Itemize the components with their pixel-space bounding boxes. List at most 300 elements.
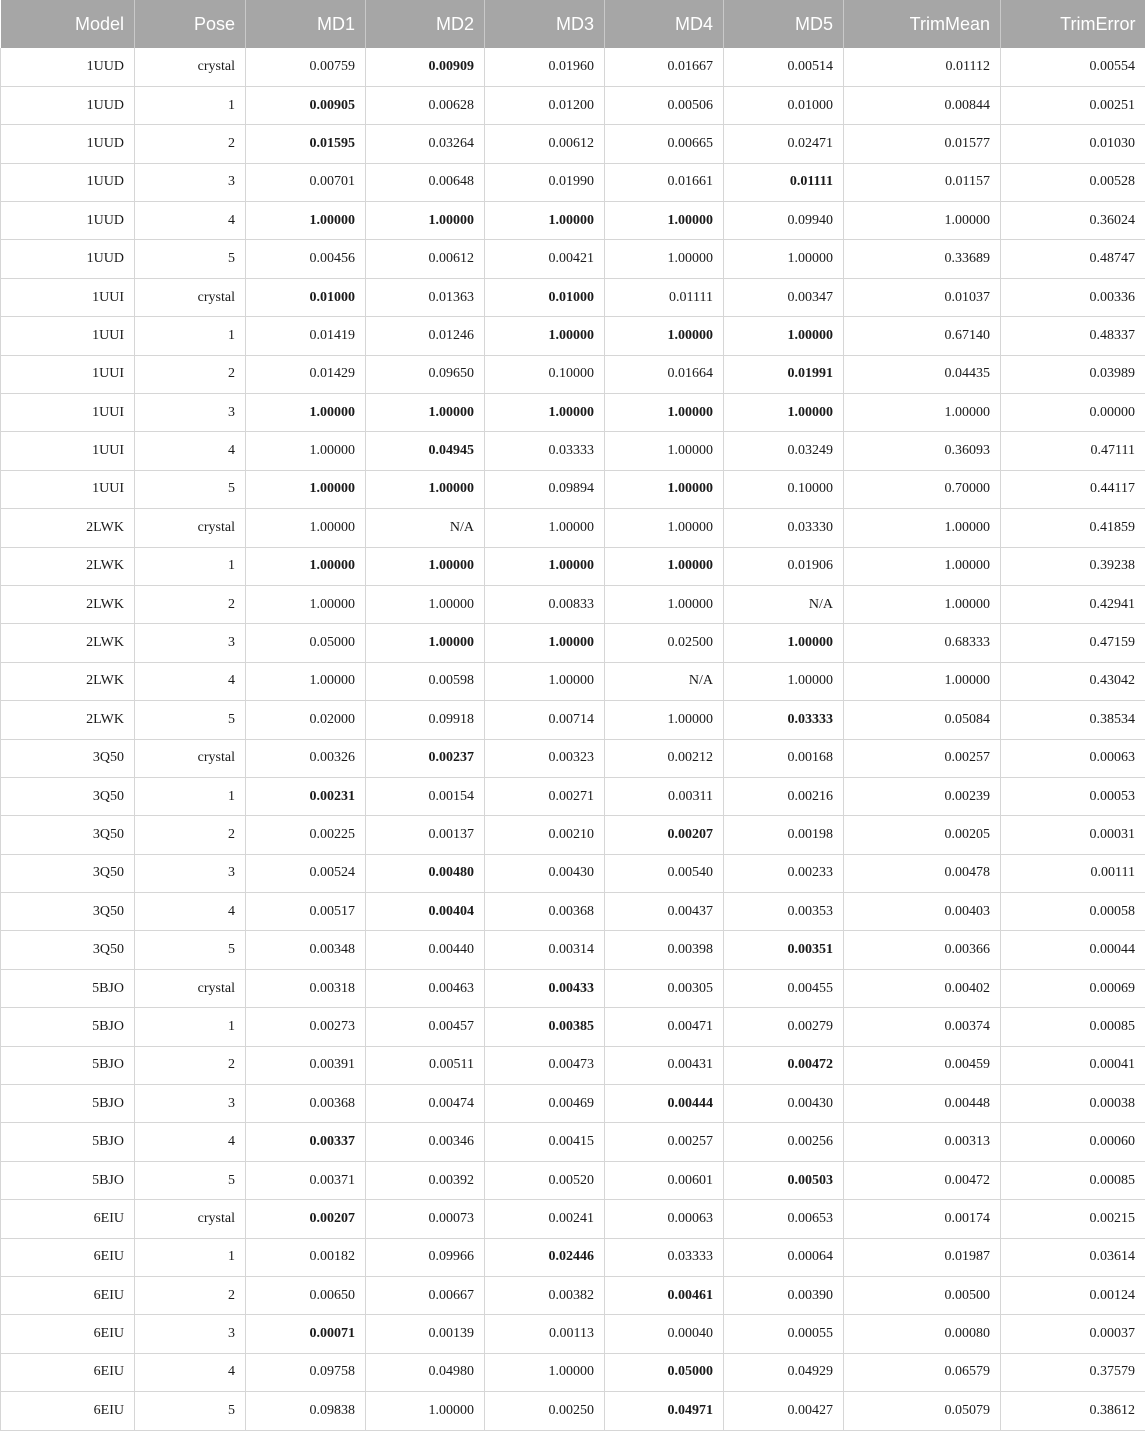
cell-pose: 2 — [135, 125, 246, 163]
cell-trimerror: 0.38612 — [1001, 1392, 1145, 1430]
cell-trimmean: 0.00174 — [844, 1200, 1001, 1238]
cell-md1: 1.00000 — [246, 585, 366, 623]
cell-md2: 1.00000 — [366, 547, 485, 585]
cell-trimerror: 0.00069 — [1001, 969, 1145, 1007]
cell-md4: 1.00000 — [605, 240, 724, 278]
table-row — [1, 240, 1145, 278]
cell-model: 3Q50 — [1, 739, 135, 777]
cell-md3: 0.00368 — [485, 893, 605, 931]
cell-md2: 0.00480 — [366, 854, 485, 892]
cell-md5: 0.03249 — [724, 432, 844, 470]
cell-md5: 0.00064 — [724, 1238, 844, 1276]
table-row — [1, 662, 1145, 700]
cell-trimerror: 0.00037 — [1001, 1315, 1145, 1353]
cell-pose: 5 — [135, 1161, 246, 1199]
cell-md4: 1.00000 — [605, 432, 724, 470]
table-row — [1, 701, 1145, 739]
cell-md3: 0.00714 — [485, 701, 605, 739]
cell-md1: 1.00000 — [246, 509, 366, 547]
cell-pose: 1 — [135, 547, 246, 585]
cell-md2: 0.09650 — [366, 355, 485, 393]
cell-md1: 0.00273 — [246, 1008, 366, 1046]
cell-md5: 0.00216 — [724, 777, 844, 815]
cell-pose: 3 — [135, 163, 246, 201]
cell-model: 6EIU — [1, 1277, 135, 1315]
cell-trimerror: 0.42941 — [1001, 585, 1145, 623]
cell-md3: 0.00520 — [485, 1161, 605, 1199]
cell-model: 5BJO — [1, 1046, 135, 1084]
cell-model: 1UUD — [1, 86, 135, 124]
cell-trimerror: 0.00554 — [1001, 48, 1145, 86]
cell-model: 1UUI — [1, 278, 135, 316]
table-row — [1, 1161, 1145, 1199]
cell-trimmean: 0.00403 — [844, 893, 1001, 931]
column-header-md5: MD5 — [724, 0, 844, 48]
cell-md4: 0.00207 — [605, 816, 724, 854]
cell-trimerror: 0.00053 — [1001, 777, 1145, 815]
cell-pose: 5 — [135, 1392, 246, 1430]
cell-md3: 1.00000 — [485, 202, 605, 240]
cell-md3: 0.00385 — [485, 1008, 605, 1046]
cell-md5: 1.00000 — [724, 394, 844, 432]
cell-pose: 4 — [135, 202, 246, 240]
cell-md1: 0.01419 — [246, 317, 366, 355]
cell-md2: 0.09918 — [366, 701, 485, 739]
cell-md1: 1.00000 — [246, 432, 366, 470]
cell-md2: N/A — [366, 509, 485, 547]
cell-trimmean: 0.01112 — [844, 48, 1001, 86]
cell-md2: 0.00346 — [366, 1123, 485, 1161]
cell-trimmean: 0.00500 — [844, 1277, 1001, 1315]
cell-md4: 0.00437 — [605, 893, 724, 931]
cell-md5: 0.00427 — [724, 1392, 844, 1430]
cell-pose: 4 — [135, 1123, 246, 1161]
cell-md1: 1.00000 — [246, 547, 366, 585]
cell-md4: 0.02500 — [605, 624, 724, 662]
table-row — [1, 317, 1145, 355]
cell-pose: 4 — [135, 432, 246, 470]
cell-trimerror: 0.03989 — [1001, 355, 1145, 393]
cell-md4: 0.00212 — [605, 739, 724, 777]
table-row — [1, 1046, 1145, 1084]
cell-model: 2LWK — [1, 585, 135, 623]
cell-pose: 1 — [135, 777, 246, 815]
cell-model: 3Q50 — [1, 931, 135, 969]
cell-md1: 0.00905 — [246, 86, 366, 124]
cell-md3: 0.00382 — [485, 1277, 605, 1315]
cell-pose: 1 — [135, 317, 246, 355]
cell-md5: 0.00168 — [724, 739, 844, 777]
cell-md4: 1.00000 — [605, 509, 724, 547]
table-row — [1, 969, 1145, 1007]
cell-md5: 0.01111 — [724, 163, 844, 201]
cell-md4: 0.01667 — [605, 48, 724, 86]
cell-md3: 1.00000 — [485, 662, 605, 700]
cell-md5: 0.00455 — [724, 969, 844, 1007]
cell-pose: 5 — [135, 701, 246, 739]
cell-pose: crystal — [135, 509, 246, 547]
cell-md4: 0.01111 — [605, 278, 724, 316]
cell-md4: 0.01661 — [605, 163, 724, 201]
cell-md2: 0.00598 — [366, 662, 485, 700]
cell-md4: 0.00540 — [605, 854, 724, 892]
cell-md3: 0.00210 — [485, 816, 605, 854]
cell-trimerror: 0.41859 — [1001, 509, 1145, 547]
cell-md5: 1.00000 — [724, 240, 844, 278]
cell-md3: 1.00000 — [485, 394, 605, 432]
cell-md5: 0.03330 — [724, 509, 844, 547]
cell-model: 1UUI — [1, 317, 135, 355]
cell-md1: 1.00000 — [246, 470, 366, 508]
cell-md3: 0.09894 — [485, 470, 605, 508]
cell-pose: 5 — [135, 931, 246, 969]
cell-md4: 0.00257 — [605, 1123, 724, 1161]
cell-md2: 1.00000 — [366, 624, 485, 662]
cell-pose: 2 — [135, 1046, 246, 1084]
cell-md1: 0.00701 — [246, 163, 366, 201]
cell-md4: 0.00506 — [605, 86, 724, 124]
table-row — [1, 931, 1145, 969]
cell-md5: 0.00055 — [724, 1315, 844, 1353]
cell-md5: 0.00430 — [724, 1085, 844, 1123]
cell-trimmean: 0.00459 — [844, 1046, 1001, 1084]
cell-md5: 0.02471 — [724, 125, 844, 163]
cell-md2: 0.00139 — [366, 1315, 485, 1353]
cell-model: 2LWK — [1, 662, 135, 700]
cell-md5: 0.00390 — [724, 1277, 844, 1315]
cell-md3: 0.02446 — [485, 1238, 605, 1276]
cell-trimmean: 0.00205 — [844, 816, 1001, 854]
cell-trimmean: 0.33689 — [844, 240, 1001, 278]
table-row — [1, 278, 1145, 316]
cell-trimerror: 0.00111 — [1001, 854, 1145, 892]
cell-md3: 0.00113 — [485, 1315, 605, 1353]
cell-md1: 0.05000 — [246, 624, 366, 662]
cell-model: 5BJO — [1, 1008, 135, 1046]
cell-trimerror: 0.38534 — [1001, 701, 1145, 739]
cell-md5: 0.00279 — [724, 1008, 844, 1046]
cell-md1: 0.09838 — [246, 1392, 366, 1430]
table-row — [1, 1085, 1145, 1123]
cell-md2: 0.00457 — [366, 1008, 485, 1046]
cell-trimmean: 0.00080 — [844, 1315, 1001, 1353]
cell-model: 3Q50 — [1, 816, 135, 854]
table-row — [1, 1008, 1145, 1046]
cell-model: 6EIU — [1, 1200, 135, 1238]
cell-md2: 1.00000 — [366, 202, 485, 240]
cell-trimerror: 0.00031 — [1001, 816, 1145, 854]
cell-md2: 0.00463 — [366, 969, 485, 1007]
cell-trimmean: 1.00000 — [844, 509, 1001, 547]
cell-pose: crystal — [135, 739, 246, 777]
cell-md5: 0.04929 — [724, 1353, 844, 1391]
cell-md1: 1.00000 — [246, 394, 366, 432]
table-row — [1, 624, 1145, 662]
cell-model: 3Q50 — [1, 854, 135, 892]
cell-md5: 0.00351 — [724, 931, 844, 969]
cell-md2: 0.00628 — [366, 86, 485, 124]
cell-md4: 1.00000 — [605, 701, 724, 739]
cell-md1: 0.00517 — [246, 893, 366, 931]
cell-md5: 0.00653 — [724, 1200, 844, 1238]
table-row — [1, 48, 1145, 86]
cell-md2: 1.00000 — [366, 394, 485, 432]
cell-trimmean: 0.01987 — [844, 1238, 1001, 1276]
cell-md3: 0.03333 — [485, 432, 605, 470]
cell-trimerror: 0.00215 — [1001, 1200, 1145, 1238]
cell-trimerror: 0.00528 — [1001, 163, 1145, 201]
cell-md4: 0.00665 — [605, 125, 724, 163]
cell-trimmean: 0.00257 — [844, 739, 1001, 777]
table-row — [1, 893, 1145, 931]
cell-md3: 1.00000 — [485, 1353, 605, 1391]
cell-md5: 0.00233 — [724, 854, 844, 892]
cell-md2: 0.00648 — [366, 163, 485, 201]
table-row — [1, 1353, 1145, 1391]
table-row — [1, 1123, 1145, 1161]
cell-md5: 0.00503 — [724, 1161, 844, 1199]
cell-md2: 0.01246 — [366, 317, 485, 355]
cell-md2: 1.00000 — [366, 585, 485, 623]
cell-pose: 4 — [135, 662, 246, 700]
cell-md4: N/A — [605, 662, 724, 700]
table-row — [1, 1315, 1145, 1353]
table-row — [1, 816, 1145, 854]
cell-pose: 2 — [135, 816, 246, 854]
cell-pose: 5 — [135, 470, 246, 508]
cell-md4: 0.00311 — [605, 777, 724, 815]
column-header-trimerror: TrimError — [1001, 0, 1145, 48]
cell-md5: 0.00472 — [724, 1046, 844, 1084]
cell-trimmean: 0.00472 — [844, 1161, 1001, 1199]
table-row — [1, 585, 1145, 623]
cell-md3: 0.00241 — [485, 1200, 605, 1238]
cell-md5: 0.09940 — [724, 202, 844, 240]
cell-md3: 0.00469 — [485, 1085, 605, 1123]
cell-pose: crystal — [135, 48, 246, 86]
cell-md4: 0.00398 — [605, 931, 724, 969]
cell-md5: 0.00514 — [724, 48, 844, 86]
cell-md2: 0.09966 — [366, 1238, 485, 1276]
cell-trimerror: 0.00058 — [1001, 893, 1145, 931]
cell-trimerror: 0.43042 — [1001, 662, 1145, 700]
cell-md2: 0.00440 — [366, 931, 485, 969]
cell-md3: 0.00421 — [485, 240, 605, 278]
cell-md3: 0.00415 — [485, 1123, 605, 1161]
cell-md1: 0.01595 — [246, 125, 366, 163]
cell-pose: 2 — [135, 585, 246, 623]
cell-md2: 0.00154 — [366, 777, 485, 815]
cell-model: 3Q50 — [1, 893, 135, 931]
cell-md4: 0.01664 — [605, 355, 724, 393]
cell-md3: 0.00833 — [485, 585, 605, 623]
cell-md2: 0.00137 — [366, 816, 485, 854]
cell-md2: 0.00073 — [366, 1200, 485, 1238]
cell-model: 2LWK — [1, 701, 135, 739]
cell-md1: 0.00456 — [246, 240, 366, 278]
cell-md4: 1.00000 — [605, 585, 724, 623]
cell-md3: 0.01000 — [485, 278, 605, 316]
cell-model: 2LWK — [1, 624, 135, 662]
cell-md3: 0.00250 — [485, 1392, 605, 1430]
column-header-md4: MD4 — [605, 0, 724, 48]
cell-pose: 5 — [135, 240, 246, 278]
cell-trimerror: 0.00044 — [1001, 931, 1145, 969]
cell-trimmean: 0.05084 — [844, 701, 1001, 739]
cell-trimmean: 0.00402 — [844, 969, 1001, 1007]
column-header-md1: MD1 — [246, 0, 366, 48]
cell-md4: 0.00040 — [605, 1315, 724, 1353]
cell-md3: 1.00000 — [485, 624, 605, 662]
cell-pose: 3 — [135, 394, 246, 432]
cell-md1: 0.00337 — [246, 1123, 366, 1161]
cell-md1: 0.01000 — [246, 278, 366, 316]
cell-md1: 0.00182 — [246, 1238, 366, 1276]
cell-md5: 1.00000 — [724, 662, 844, 700]
cell-pose: 3 — [135, 854, 246, 892]
cell-md3: 0.00323 — [485, 739, 605, 777]
cell-trimmean: 0.67140 — [844, 317, 1001, 355]
cell-pose: 1 — [135, 86, 246, 124]
table-row — [1, 1277, 1145, 1315]
cell-model: 5BJO — [1, 1161, 135, 1199]
cell-md4: 0.00601 — [605, 1161, 724, 1199]
table-row — [1, 125, 1145, 163]
cell-trimmean: 1.00000 — [844, 547, 1001, 585]
cell-trimmean: 0.01157 — [844, 163, 1001, 201]
cell-md4: 0.00431 — [605, 1046, 724, 1084]
cell-md1: 0.01429 — [246, 355, 366, 393]
cell-model: 1UUD — [1, 48, 135, 86]
cell-md3: 0.00433 — [485, 969, 605, 1007]
table-row — [1, 86, 1145, 124]
cell-md4: 1.00000 — [605, 394, 724, 432]
table-row — [1, 202, 1145, 240]
cell-trimerror: 0.44117 — [1001, 470, 1145, 508]
cell-trimerror: 0.00336 — [1001, 278, 1145, 316]
cell-md2: 0.01363 — [366, 278, 485, 316]
column-header-model: Model — [1, 0, 135, 48]
cell-md3: 1.00000 — [485, 547, 605, 585]
cell-md1: 0.02000 — [246, 701, 366, 739]
table-row — [1, 394, 1145, 432]
cell-model: 1UUI — [1, 470, 135, 508]
cell-pose: 4 — [135, 893, 246, 931]
cell-model: 1UUI — [1, 355, 135, 393]
cell-trimmean: 0.06579 — [844, 1353, 1001, 1391]
cell-pose: 1 — [135, 1238, 246, 1276]
cell-trimerror: 0.03614 — [1001, 1238, 1145, 1276]
cell-pose: 3 — [135, 624, 246, 662]
cell-md3: 0.10000 — [485, 355, 605, 393]
cell-md2: 0.00511 — [366, 1046, 485, 1084]
cell-md3: 1.00000 — [485, 317, 605, 355]
cell-md4: 0.05000 — [605, 1353, 724, 1391]
cell-md5: 1.00000 — [724, 624, 844, 662]
cell-trimmean: 0.00366 — [844, 931, 1001, 969]
cell-trimmean: 0.00239 — [844, 777, 1001, 815]
cell-model: 2LWK — [1, 547, 135, 585]
cell-md1: 0.00318 — [246, 969, 366, 1007]
cell-md5: 1.00000 — [724, 317, 844, 355]
column-header-md3: MD3 — [485, 0, 605, 48]
table-row — [1, 432, 1145, 470]
cell-md3: 0.00271 — [485, 777, 605, 815]
cell-md5: 0.00198 — [724, 816, 844, 854]
cell-md3: 0.00473 — [485, 1046, 605, 1084]
cell-model: 3Q50 — [1, 777, 135, 815]
cell-model: 6EIU — [1, 1238, 135, 1276]
cell-trimmean: 0.68333 — [844, 624, 1001, 662]
cell-model: 1UUD — [1, 125, 135, 163]
cell-trimerror: 0.00060 — [1001, 1123, 1145, 1161]
cell-md1: 0.00071 — [246, 1315, 366, 1353]
cell-md1: 0.00650 — [246, 1277, 366, 1315]
column-header-trimmean: TrimMean — [844, 0, 1001, 48]
table-row — [1, 163, 1145, 201]
table-row — [1, 547, 1145, 585]
column-header-pose: Pose — [135, 0, 246, 48]
cell-md5: 0.00353 — [724, 893, 844, 931]
cell-trimerror: 0.01030 — [1001, 125, 1145, 163]
cell-md5: 0.01906 — [724, 547, 844, 585]
table-row — [1, 739, 1145, 777]
cell-trimerror: 0.48337 — [1001, 317, 1145, 355]
cell-md4: 1.00000 — [605, 547, 724, 585]
column-header-md2: MD2 — [366, 0, 485, 48]
cell-md4: 0.00461 — [605, 1277, 724, 1315]
cell-md1: 0.00225 — [246, 816, 366, 854]
cell-model: 6EIU — [1, 1315, 135, 1353]
cell-trimmean: 0.04435 — [844, 355, 1001, 393]
cell-trimmean: 1.00000 — [844, 202, 1001, 240]
cell-trimmean: 1.00000 — [844, 585, 1001, 623]
cell-md1: 0.00759 — [246, 48, 366, 86]
cell-md5: N/A — [724, 585, 844, 623]
cell-md5: 0.00347 — [724, 278, 844, 316]
cell-md3: 0.00314 — [485, 931, 605, 969]
cell-trimmean: 0.01577 — [844, 125, 1001, 163]
cell-md4: 0.00305 — [605, 969, 724, 1007]
cell-model: 5BJO — [1, 1123, 135, 1161]
cell-trimmean: 0.00844 — [844, 86, 1001, 124]
cell-md2: 1.00000 — [366, 470, 485, 508]
cell-pose: 2 — [135, 1277, 246, 1315]
cell-trimerror: 0.00041 — [1001, 1046, 1145, 1084]
header-row — [1, 0, 1145, 48]
cell-md4: 0.00471 — [605, 1008, 724, 1046]
cell-pose: 1 — [135, 1008, 246, 1046]
cell-md2: 0.00404 — [366, 893, 485, 931]
cell-md4: 1.00000 — [605, 470, 724, 508]
cell-trimerror: 0.00063 — [1001, 739, 1145, 777]
cell-md1: 0.00231 — [246, 777, 366, 815]
cell-md2: 0.04980 — [366, 1353, 485, 1391]
cell-md1: 1.00000 — [246, 662, 366, 700]
cell-md1: 0.00524 — [246, 854, 366, 892]
cell-md3: 0.01200 — [485, 86, 605, 124]
cell-md4: 0.00444 — [605, 1085, 724, 1123]
cell-trimerror: 0.00085 — [1001, 1161, 1145, 1199]
cell-md5: 0.03333 — [724, 701, 844, 739]
cell-pose: 4 — [135, 1353, 246, 1391]
cell-trimmean: 0.00374 — [844, 1008, 1001, 1046]
cell-model: 2LWK — [1, 509, 135, 547]
cell-trimerror: 0.00000 — [1001, 394, 1145, 432]
cell-pose: crystal — [135, 1200, 246, 1238]
cell-model: 1UUD — [1, 202, 135, 240]
cell-md2: 0.00909 — [366, 48, 485, 86]
